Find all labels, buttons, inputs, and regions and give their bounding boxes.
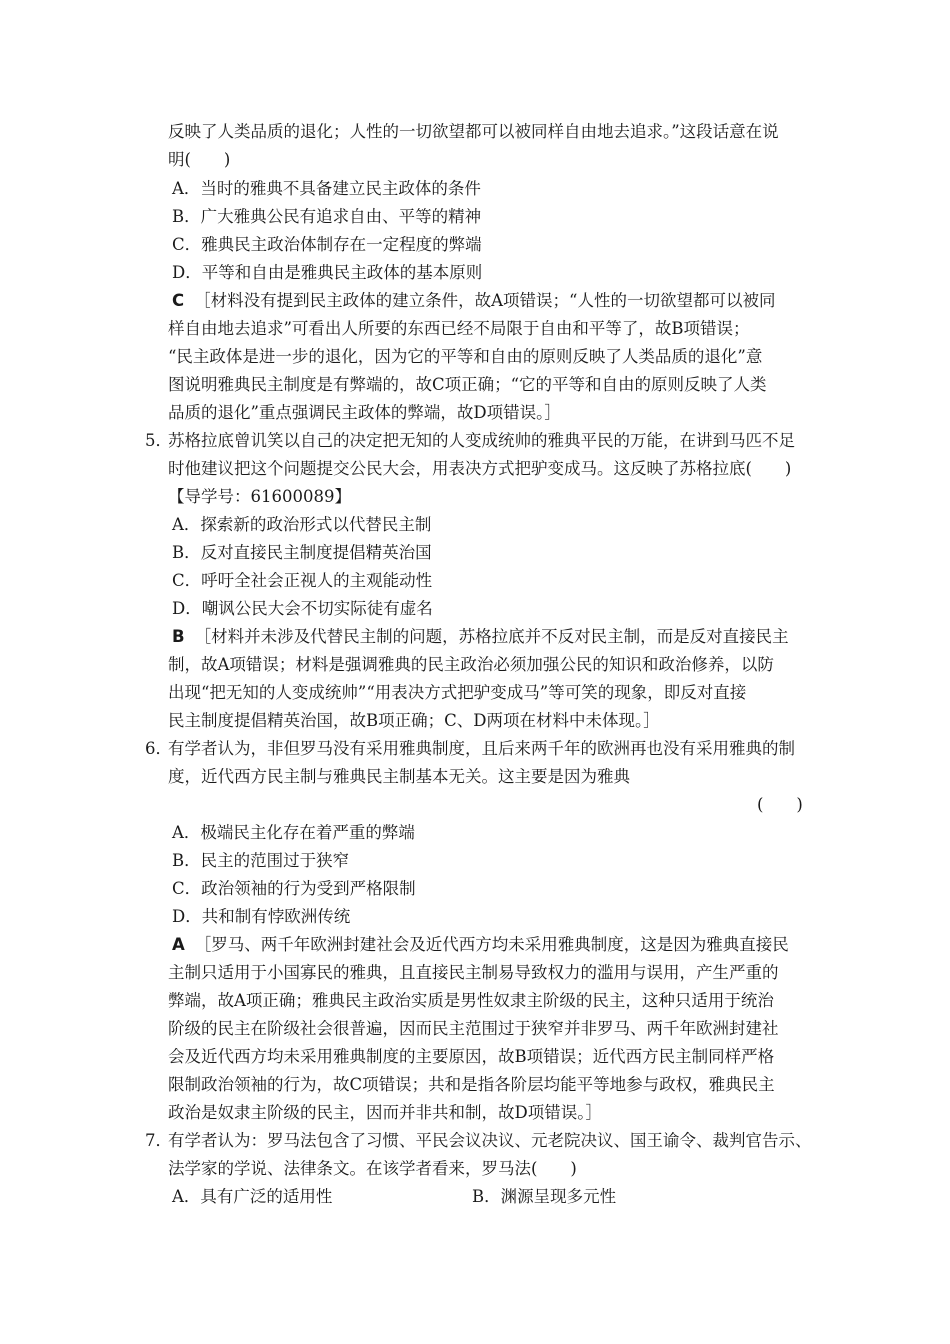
q5-answer-line-4: 民主制度提倡精英治国，故B项正确；C、D两项在材料中未体现。］ [168, 711, 660, 730]
q7-number: 7． [145, 1131, 172, 1150]
q5-answer-line-3: 出现“把无知的人变成统帅”“用表决方式把驴变成马”等可笑的现象，即反对直接 [168, 683, 747, 702]
q5-option-a: A．探索新的政治形式以代替民主制 [172, 515, 432, 534]
q6-answer-line-2: 主制只适用于小国寡民的雅典，且直接民主制易导致权力的滥用与误用，产生严重的 [168, 963, 779, 982]
q6-answer-letter: A [172, 935, 185, 954]
q4-answer-line-2: 样自由地去追求”可看出人所要的东西已经不局限于自由和平等了，故B项错误； [168, 319, 750, 338]
q6-answer-line-4: 阶级的民主在阶级社会很普遍，因而民主范围过于狭窄并非罗马、两千年欧洲封建社 [168, 1019, 779, 1038]
q4-answer-letter: C [172, 291, 185, 310]
q5-answer-letter: B [172, 627, 185, 646]
q7-option-a: A．具有广泛的适用性 [172, 1187, 333, 1206]
q4-option-c: C．雅典民主政治体制存在一定程度的弊端 [172, 235, 482, 254]
q5-number: 5． [145, 431, 172, 450]
q5-option-b: B．反对直接民主制度提倡精英治国 [172, 543, 432, 562]
q5-stem-line-2: 时他建议把这个问题提交公民大会，用表决方式把驴变成马。这反映了苏格拉底( ) [168, 459, 792, 478]
q6-answer-line-3: 弊端，故A项正确；雅典民主政治实质是男性奴隶主阶级的民主，这种只适用于统治 [168, 991, 774, 1010]
q6-number: 6． [145, 739, 172, 758]
q4-answer-line-1 [172, 290, 775, 312]
q6-option-d: D．共和制有悖欧洲传统 [172, 907, 351, 926]
q6-option-a: A．极端民主化存在着严重的弊端 [172, 823, 415, 842]
q5-option-c: C．呼吁全社会正视人的主观能动性 [172, 571, 433, 590]
q4-option-a: A．当时的雅典不具备建立民主政体的条件 [172, 179, 481, 198]
q5-answer-text: ［材料并未涉及代替民主制的问题，苏格拉底并不反对民主制，而是反对直接民主 [194, 627, 789, 646]
q4-option-d: D．平等和自由是雅典民主政体的基本原则 [172, 263, 483, 282]
q6-answer-line-5: 会及近代西方均未采用雅典制度的主要原因，故B项错误；近代西方民主制同样严格 [168, 1047, 775, 1066]
q4-answer-line-5: 品质的退化”重点强调民主政体的弊端，故D项错误。］ [168, 403, 561, 422]
q6-answer-paren: ( ) [757, 795, 803, 814]
q6-answer-line-6: 限制政治领袖的行为，故C项错误；共和是指各阶层均能平等地参与政权，雅典民主 [168, 1075, 775, 1094]
q5-answer-line-2: 制，故A项错误；材料是强调雅典的民主政治必须加强公民的知识和政治修养，以防 [168, 655, 774, 674]
q4-answer-line-3: “民主政体是进一步的退化，因为它的平等和自由的原则反映了人类品质的退化”意 [168, 347, 763, 366]
q6-answer-text: ［罗马、两千年欧洲封建社会及近代西方均未采用雅典制度，这是因为雅典直接民 [194, 935, 789, 954]
q6-answer-line-7: 政治是奴隶主阶级的民主，因而并非共和制，故D项错误。］ [168, 1103, 602, 1122]
q7-stem-line-2: 法学家的学说、法律条文。在该学者看来，罗马法( ) [168, 1159, 577, 1178]
q4-answer-line-4: 图说明雅典民主制度是有弊端的，故C项正确；“它的平等和自由的原则反映了人类 [168, 375, 767, 394]
q4-option-b: B．广大雅典公民有追求自由、平等的精神 [172, 207, 482, 226]
q7-stem-line-1: 有学者认为：罗马法包含了习惯、平民会议决议、元老院决议、国王谕令、裁判官告示、 [168, 1131, 812, 1150]
q7-option-b: B．渊源呈现多元性 [472, 1187, 617, 1206]
q6-stem-line-1: 有学者认为，非但罗马没有采用雅典制度，且后来两千年的欧洲再也没有采用雅典的制 [168, 739, 795, 758]
q4-stem-line-1: 反映了人类品质的退化；人性的一切欲望都可以被同样自由地去追求。”这段话意在说 [168, 122, 779, 141]
q6-option-b: B．民主的范围过于狭窄 [172, 851, 350, 870]
q6-answer-line-1 [172, 934, 789, 956]
q5-guide-number: 【导学号：61600089】 [168, 487, 351, 506]
q4-answer-text: ［材料没有提到民主政体的建立条件，故A项错误；“人性的一切欲望都可以被同 [194, 291, 776, 310]
q5-stem-line-1: 苏格拉底曾讥笑以自己的决定把无知的人变成统帅的雅典平民的万能，在讲到马匹不足 [168, 431, 795, 450]
q6-option-c: C．政治领袖的行为受到严格限制 [172, 879, 416, 898]
q5-answer-line-1 [172, 626, 789, 648]
q4-stem-line-2: 明( ) [168, 150, 231, 169]
q5-option-d: D．嘲讽公民大会不切实际徒有虚名 [172, 599, 433, 618]
q6-stem-line-2: 度，近代西方民主制与雅典民主制基本无关。这主要是因为雅典 [168, 767, 630, 786]
